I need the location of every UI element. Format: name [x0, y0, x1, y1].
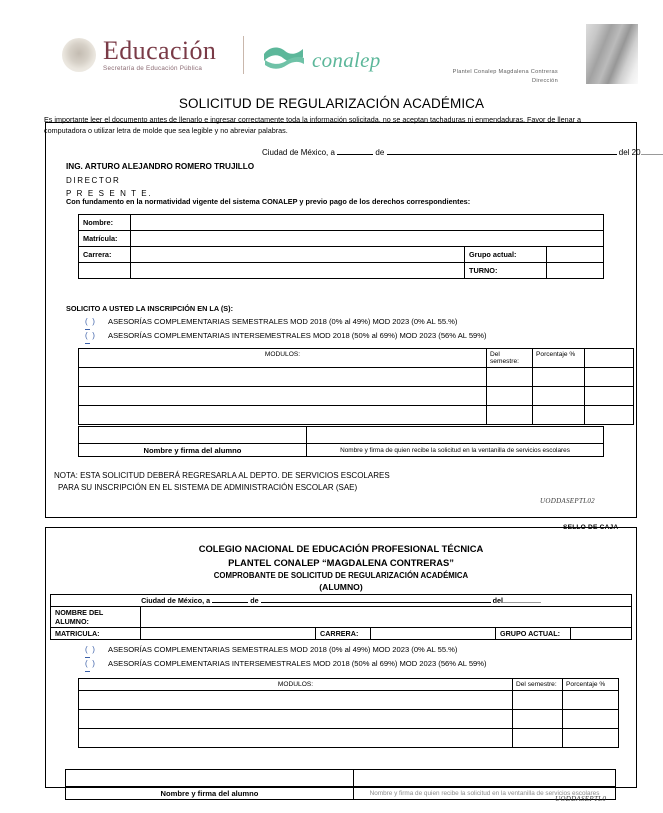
director-role: DIRECTOR: [66, 175, 121, 185]
spacer-cell: [131, 263, 465, 279]
comprobante-data-table: [50, 594, 632, 640]
form-code-2: UODDASEPTL0: [555, 795, 607, 803]
checkbox-icon[interactable]: ( ): [85, 658, 95, 672]
input-matricula[interactable]: [131, 231, 604, 247]
table-row: [79, 247, 604, 263]
label-turno: TURNO:: [465, 263, 547, 279]
flag-bearer-photo: [586, 24, 638, 84]
signature-area-alumno[interactable]: [79, 427, 307, 444]
asesorias-options-2: [85, 644, 487, 672]
label-matricula-2: MATRICULA:: [51, 628, 141, 640]
label-nombre-alumno: NOMBRE DEL ALUMNO:: [51, 607, 141, 628]
signature-area-receptor[interactable]: [307, 427, 604, 444]
cell-semestre[interactable]: [513, 710, 563, 729]
signature-space-row: [79, 427, 604, 444]
cell-semestre[interactable]: [487, 368, 533, 387]
table-header-row: [79, 679, 619, 691]
checkbox-icon[interactable]: ( ): [85, 644, 95, 658]
label-nombre: Nombre:: [79, 215, 131, 231]
cell-porcentaje[interactable]: [533, 406, 585, 425]
modules-table-1: [78, 348, 634, 425]
input-carrera-2[interactable]: [371, 628, 496, 640]
col-modulos: MODULOS:: [79, 349, 487, 368]
cell-porcentaje[interactable]: [563, 729, 619, 748]
city-date-line-2: [51, 595, 632, 607]
input-grupo-actual-2[interactable]: [571, 628, 632, 640]
signature-label-receptor: Nombre y firma de quien recibe la solicitud en la ventanilla de servicios escolares: [307, 444, 604, 457]
mexican-coat-of-arms-icon: [62, 38, 96, 72]
signature-area-alumno[interactable]: [66, 770, 354, 787]
table-row: [79, 215, 604, 231]
input-carrera[interactable]: [131, 247, 465, 263]
table-row: [79, 406, 634, 425]
month-blank[interactable]: [387, 154, 617, 155]
input-nombre[interactable]: [131, 215, 604, 231]
form-code-1: UODDASEPTL02: [540, 497, 595, 505]
cell-extra[interactable]: [585, 368, 634, 387]
asesorias-options-1: [85, 316, 487, 344]
sep-logo: [62, 38, 216, 72]
comprobante-title-line-2: PLANTEL CONALEP “MAGDALENA CONTRERAS”: [228, 557, 454, 568]
nota-block: [54, 470, 390, 495]
table-row: [79, 729, 619, 748]
cell-extra[interactable]: [585, 387, 634, 406]
col-del-semestre: Del semestre:: [487, 349, 533, 368]
col-porcentaje: Porcentaje %: [563, 679, 619, 691]
day-blank[interactable]: [212, 602, 248, 603]
cell-modulo[interactable]: [79, 729, 513, 748]
del-label: del 20: [618, 148, 641, 157]
option-label: ASESORÍAS COMPLEMENTARIAS INTERSEMESTRALES MOD 2018 (50% al 69%) MOD 2023 (56% AL 59%): [108, 330, 487, 340]
spacer-cell: [79, 263, 131, 279]
conalep-wordmark: conalep: [312, 48, 381, 72]
signature-area-receptor[interactable]: [354, 770, 616, 787]
table-row: [79, 691, 619, 710]
label-carrera: Carrera:: [79, 247, 131, 263]
cell-modulo[interactable]: [79, 710, 513, 729]
col-extra: [585, 349, 634, 368]
checkbox-icon[interactable]: ( ): [85, 316, 95, 330]
table-row: [51, 595, 632, 607]
option-row[interactable]: [85, 658, 487, 672]
col-porcentaje: Porcentaje %: [533, 349, 585, 368]
input-matricula-2[interactable]: [141, 628, 316, 640]
col-del-semestre: Del semestre:: [513, 679, 563, 691]
option-label: ASESORÍAS COMPLEMENTARIAS SEMESTRALES MOD 2018 (0% al 49%) MOD 2023 (0% AL 55.%): [108, 645, 458, 654]
option-label: ASESORÍAS COMPLEMENTARIAS INTERSEMESTRALES MOD 2018 (50% al 69%) MOD 2023 (56% AL 59%): [108, 658, 487, 668]
cell-semestre[interactable]: [513, 691, 563, 710]
page-title: SOLICITUD DE REGULARIZACIÓN ACADÉMICA: [178, 96, 485, 111]
de-label: de: [375, 148, 385, 157]
option-row[interactable]: [85, 330, 487, 344]
input-turno[interactable]: [547, 263, 604, 279]
sello-de-caja-label: SELLO DE CAJA: [563, 524, 619, 531]
signature-label-receptor: Nombre y firma de quien recibe la solicitud en la ventanilla de servicios escolares: [354, 787, 616, 800]
col-modulos: MODULOS:: [79, 679, 513, 691]
table-row: [79, 263, 604, 279]
option-row[interactable]: [85, 644, 487, 658]
city-date-line-1: [262, 148, 663, 157]
conalep-swoosh-icon: [262, 45, 306, 76]
table-row: [79, 387, 634, 406]
director-presente: P R E S E N T E.: [66, 188, 153, 198]
nota-line-2: PARA SU INSCRIPCIÓN EN EL SISTEMA DE ADMINISTRACIÓN ESCOLAR (SAE): [58, 483, 358, 493]
header-divider: [243, 36, 244, 74]
table-row: [51, 607, 632, 628]
signature-table-2: [65, 769, 616, 800]
label-matricula: Matrícula:: [79, 231, 131, 247]
input-nombre-alumno[interactable]: [141, 607, 632, 628]
document-header: [0, 0, 663, 96]
checkbox-icon[interactable]: ( ): [85, 330, 95, 344]
conalep-logo: [262, 45, 381, 76]
de-label: de: [250, 596, 259, 605]
year-blank[interactable]: [641, 154, 663, 155]
table-row: [79, 231, 604, 247]
comprobante-title-line-3: COMPROBANTE DE SOLICITUD DE REGULARIZACIÓN ACADÉMICA: [213, 571, 469, 580]
signature-table-1: [78, 426, 604, 457]
signature-label-row: [66, 787, 616, 800]
cell-modulo[interactable]: [79, 368, 487, 387]
option-row[interactable]: [85, 316, 487, 330]
sep-logo-title: Educación: [103, 36, 217, 65]
table-header-row: [79, 349, 634, 368]
solicito-heading: SOLICITO A USTED LA INSCRIPCIÓN EN LA (S):: [66, 304, 234, 313]
table-row: [79, 368, 634, 387]
cell-modulo[interactable]: [79, 387, 487, 406]
cell-porcentaje[interactable]: [563, 710, 619, 729]
city-label: Ciudad de México, a: [141, 596, 211, 605]
cell-semestre[interactable]: [513, 729, 563, 748]
intro-paragraph: Es importante leer el documento antes de llenarlo e ingresar correctamente toda la información solicitada, no se aceptan tachaduras ni enmendaduras. Favor de llenar a computadora o utilizar letra de molde que sea legible y no abreviar palabras.: [44, 115, 581, 135]
sep-logo-subtitle: Secretaría de Educación Pública: [103, 65, 203, 72]
cell-porcentaje[interactable]: [533, 387, 585, 406]
city-label: Ciudad de México, a: [262, 148, 335, 157]
comprobante-title-line-1: COLEGIO NACIONAL DE EDUCACIÓN PROFESIONAL TÉCNICA: [198, 543, 484, 554]
option-label: ASESORÍAS COMPLEMENTARIAS SEMESTRALES MOD 2018 (0% al 49%) MOD 2023 (0% AL 55.%): [108, 317, 458, 326]
cell-modulo[interactable]: [79, 691, 513, 710]
cell-semestre[interactable]: [487, 406, 533, 425]
signature-space-row: [66, 770, 616, 787]
comprobante-title-line-4: (ALUMNO): [319, 582, 363, 592]
cell-porcentaje[interactable]: [533, 368, 585, 387]
director-address-block: [66, 160, 254, 200]
cell-semestre[interactable]: [487, 387, 533, 406]
signature-label-row: [79, 444, 604, 457]
cell-porcentaje[interactable]: [563, 691, 619, 710]
plantel-department: Dirección: [531, 77, 558, 84]
label-grupo-actual-2: GRUPO ACTUAL:: [496, 628, 571, 640]
director-name: ING. ARTURO ALEJANDRO ROMERO TRUJILLO: [66, 162, 255, 171]
student-data-table: [78, 214, 604, 279]
day-blank[interactable]: [337, 154, 373, 155]
fundamento-text: Con fundamento en la normatividad vigente del sistema CONALEP y previo pago de los derechos correspondientes:: [66, 197, 471, 206]
table-row: [51, 628, 632, 640]
input-grupo-actual[interactable]: [547, 247, 604, 263]
label-carrera-2: CARRERA:: [316, 628, 371, 640]
table-row: [79, 710, 619, 729]
del-label: del: [492, 596, 503, 605]
signature-label-alumno: Nombre y firma del alumno: [66, 787, 354, 800]
plantel-name: Plantel Conalep Magdalena Contreras: [452, 69, 558, 75]
month-blank[interactable]: [261, 602, 491, 603]
label-grupo-actual: Grupo actual:: [465, 247, 547, 263]
year-blank[interactable]: [503, 602, 541, 603]
cell-modulo[interactable]: [79, 406, 487, 425]
plantel-header-text: [453, 68, 558, 85]
cell-extra[interactable]: [585, 406, 634, 425]
signature-label-alumno: Nombre y firma del alumno: [79, 444, 307, 457]
nota-line-1: NOTA: ESTA SOLICITUD DEBERÁ REGRESARLA AL DEPTO. DE SERVICIOS ESCOLARES: [54, 471, 390, 480]
modules-table-2: [78, 678, 619, 748]
